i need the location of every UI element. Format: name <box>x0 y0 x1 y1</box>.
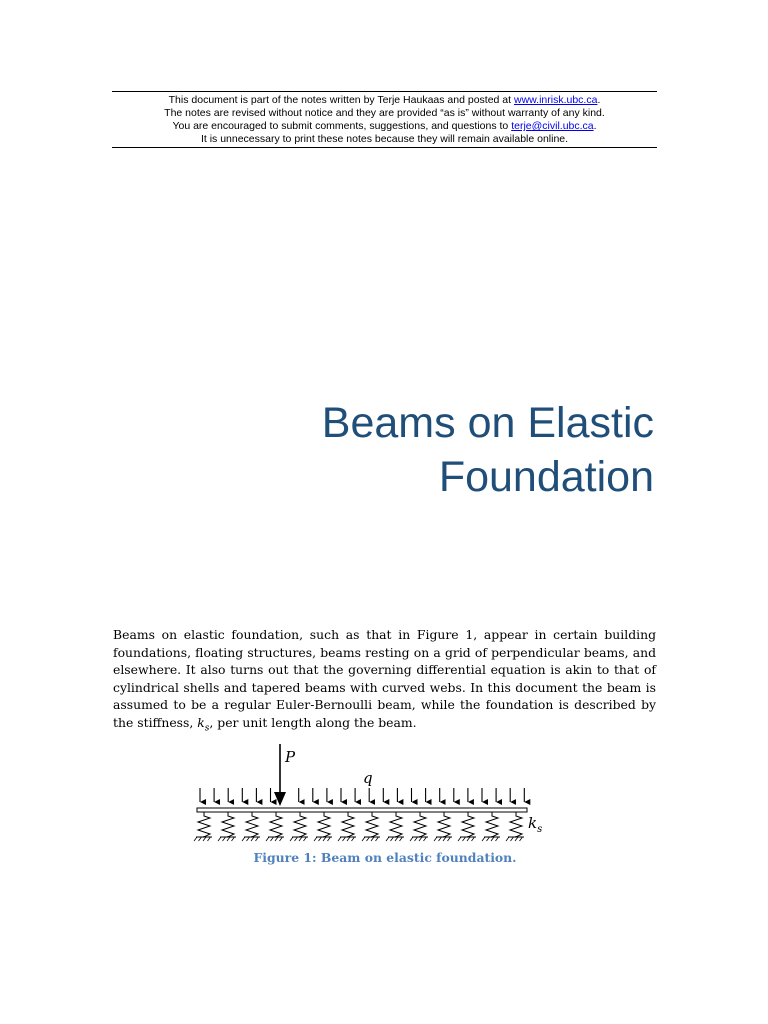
point-load-arrow-head <box>274 792 286 806</box>
spring <box>246 812 258 837</box>
ground-hatch <box>199 837 202 841</box>
ground-hatch <box>347 837 350 841</box>
ground-hatch <box>275 837 278 841</box>
ground-hatch <box>458 837 461 841</box>
notice-line-3: You are encouraged to submit comments, suggestions, and questions to terje@civil.ubc.ca. <box>172 120 597 132</box>
beam <box>197 808 527 812</box>
figure-caption: Figure 1: Beam on elastic foundation. <box>253 850 517 865</box>
ground-hatch <box>338 837 341 841</box>
spring <box>486 812 498 837</box>
spring <box>438 812 450 837</box>
ground-hatch <box>343 837 346 841</box>
point-load-label: P <box>285 748 296 766</box>
ground-hatch <box>256 837 259 841</box>
spring <box>318 812 330 837</box>
spring <box>390 812 402 837</box>
ground-hatch <box>395 837 398 841</box>
ground-hatch <box>376 837 379 841</box>
ground-hatch <box>511 837 514 841</box>
distributed-load-label: q <box>363 769 373 787</box>
ground-hatch <box>439 837 442 841</box>
stiffness-label: $k_s$ <box>528 814 543 835</box>
ground-hatch <box>491 837 494 841</box>
ground-hatch <box>386 837 389 841</box>
ground-hatch <box>410 837 413 841</box>
notice-box <box>112 91 657 148</box>
ground-hatch <box>314 837 317 841</box>
spring <box>414 812 426 837</box>
spring <box>198 812 210 837</box>
ground-hatch <box>232 837 235 841</box>
website-link[interactable]: www.inrisk.ubc.ca <box>513 94 598 106</box>
distributed-load-arrows <box>200 788 524 802</box>
ground-hatch <box>299 837 302 841</box>
beam-figure <box>190 742 560 847</box>
ground-hatch <box>443 837 446 841</box>
ground-hatch <box>280 837 283 841</box>
ground-hatch <box>472 837 475 841</box>
ground-hatch <box>415 837 418 841</box>
ground-hatch <box>520 837 523 841</box>
page-title <box>154 396 654 504</box>
ground-hatch <box>352 837 355 841</box>
ground-hatch <box>467 837 470 841</box>
ground-hatch <box>371 837 374 841</box>
title-line-2: Foundation <box>438 453 654 501</box>
ground-hatch <box>194 837 197 841</box>
ground-hatch <box>295 837 298 841</box>
spring <box>366 812 378 837</box>
k-subscript: s <box>204 723 210 734</box>
spring <box>270 812 282 837</box>
ground-hatch <box>367 837 370 841</box>
ground-hatch <box>424 837 427 841</box>
spring <box>462 812 474 837</box>
ground-hatch <box>223 837 226 841</box>
ground-hatch <box>391 837 394 841</box>
notice-line-1: This document is part of the notes written by Terje Haukaas and posted at www.inrisk.ubc.ca. <box>168 94 601 106</box>
notice-line-2: The notes are revised without notice and they are provided “as is” without warranty of any kind. <box>164 107 605 119</box>
email-link[interactable]: terje@civil.ubc.ca <box>511 120 594 132</box>
ground-hatch <box>515 837 518 841</box>
ground-hatch <box>242 837 245 841</box>
ground-hatch <box>419 837 422 841</box>
ground-hatch <box>362 837 365 841</box>
ground-hatch <box>496 837 499 841</box>
ground-hatch <box>482 837 485 841</box>
k-symbol: k <box>197 714 205 730</box>
ground-hatch <box>328 837 331 841</box>
ground-hatch <box>463 837 466 841</box>
ground-hatch <box>323 837 326 841</box>
spring <box>294 812 306 837</box>
ground-hatch <box>506 837 509 841</box>
title-line-1: Beams on Elastic <box>321 399 654 447</box>
spring <box>222 812 234 837</box>
ground-hatch <box>247 837 250 841</box>
ground-hatch <box>304 837 307 841</box>
ground-hatch <box>203 837 206 841</box>
ground-hatch <box>487 837 490 841</box>
ground-hatch <box>208 837 211 841</box>
ground-hatch <box>251 837 254 841</box>
notice-line-4: It is unnecessary to print these notes because they will remain available online. <box>200 133 569 145</box>
ground-hatch <box>271 837 274 841</box>
ground-hatch <box>218 837 221 841</box>
ground-hatch <box>266 837 269 841</box>
ground-hatch <box>448 837 451 841</box>
ground-hatch <box>434 837 437 841</box>
ground-hatch <box>400 837 403 841</box>
foundation-springs <box>194 812 524 841</box>
spring <box>510 812 522 837</box>
ground-hatch <box>227 837 230 841</box>
spring <box>342 812 354 837</box>
ground-hatch <box>290 837 293 841</box>
ground-hatch <box>319 837 322 841</box>
intro-paragraph: Beams on elastic foundation, such as that in Figure 1, appear in certain building foundations, floating structures, beams resting on a grid of perpendicular beams, and elsewhere. It also turns out that the governing differential equation is akin to that of cylindrical shells and tapered beams with curved webs. In this document the beam is assumed to be a regular Euler-Bernoulli beam, while the foundation is described by the stiffness, $k_s$, per unit length along the beam. <box>113 627 656 734</box>
